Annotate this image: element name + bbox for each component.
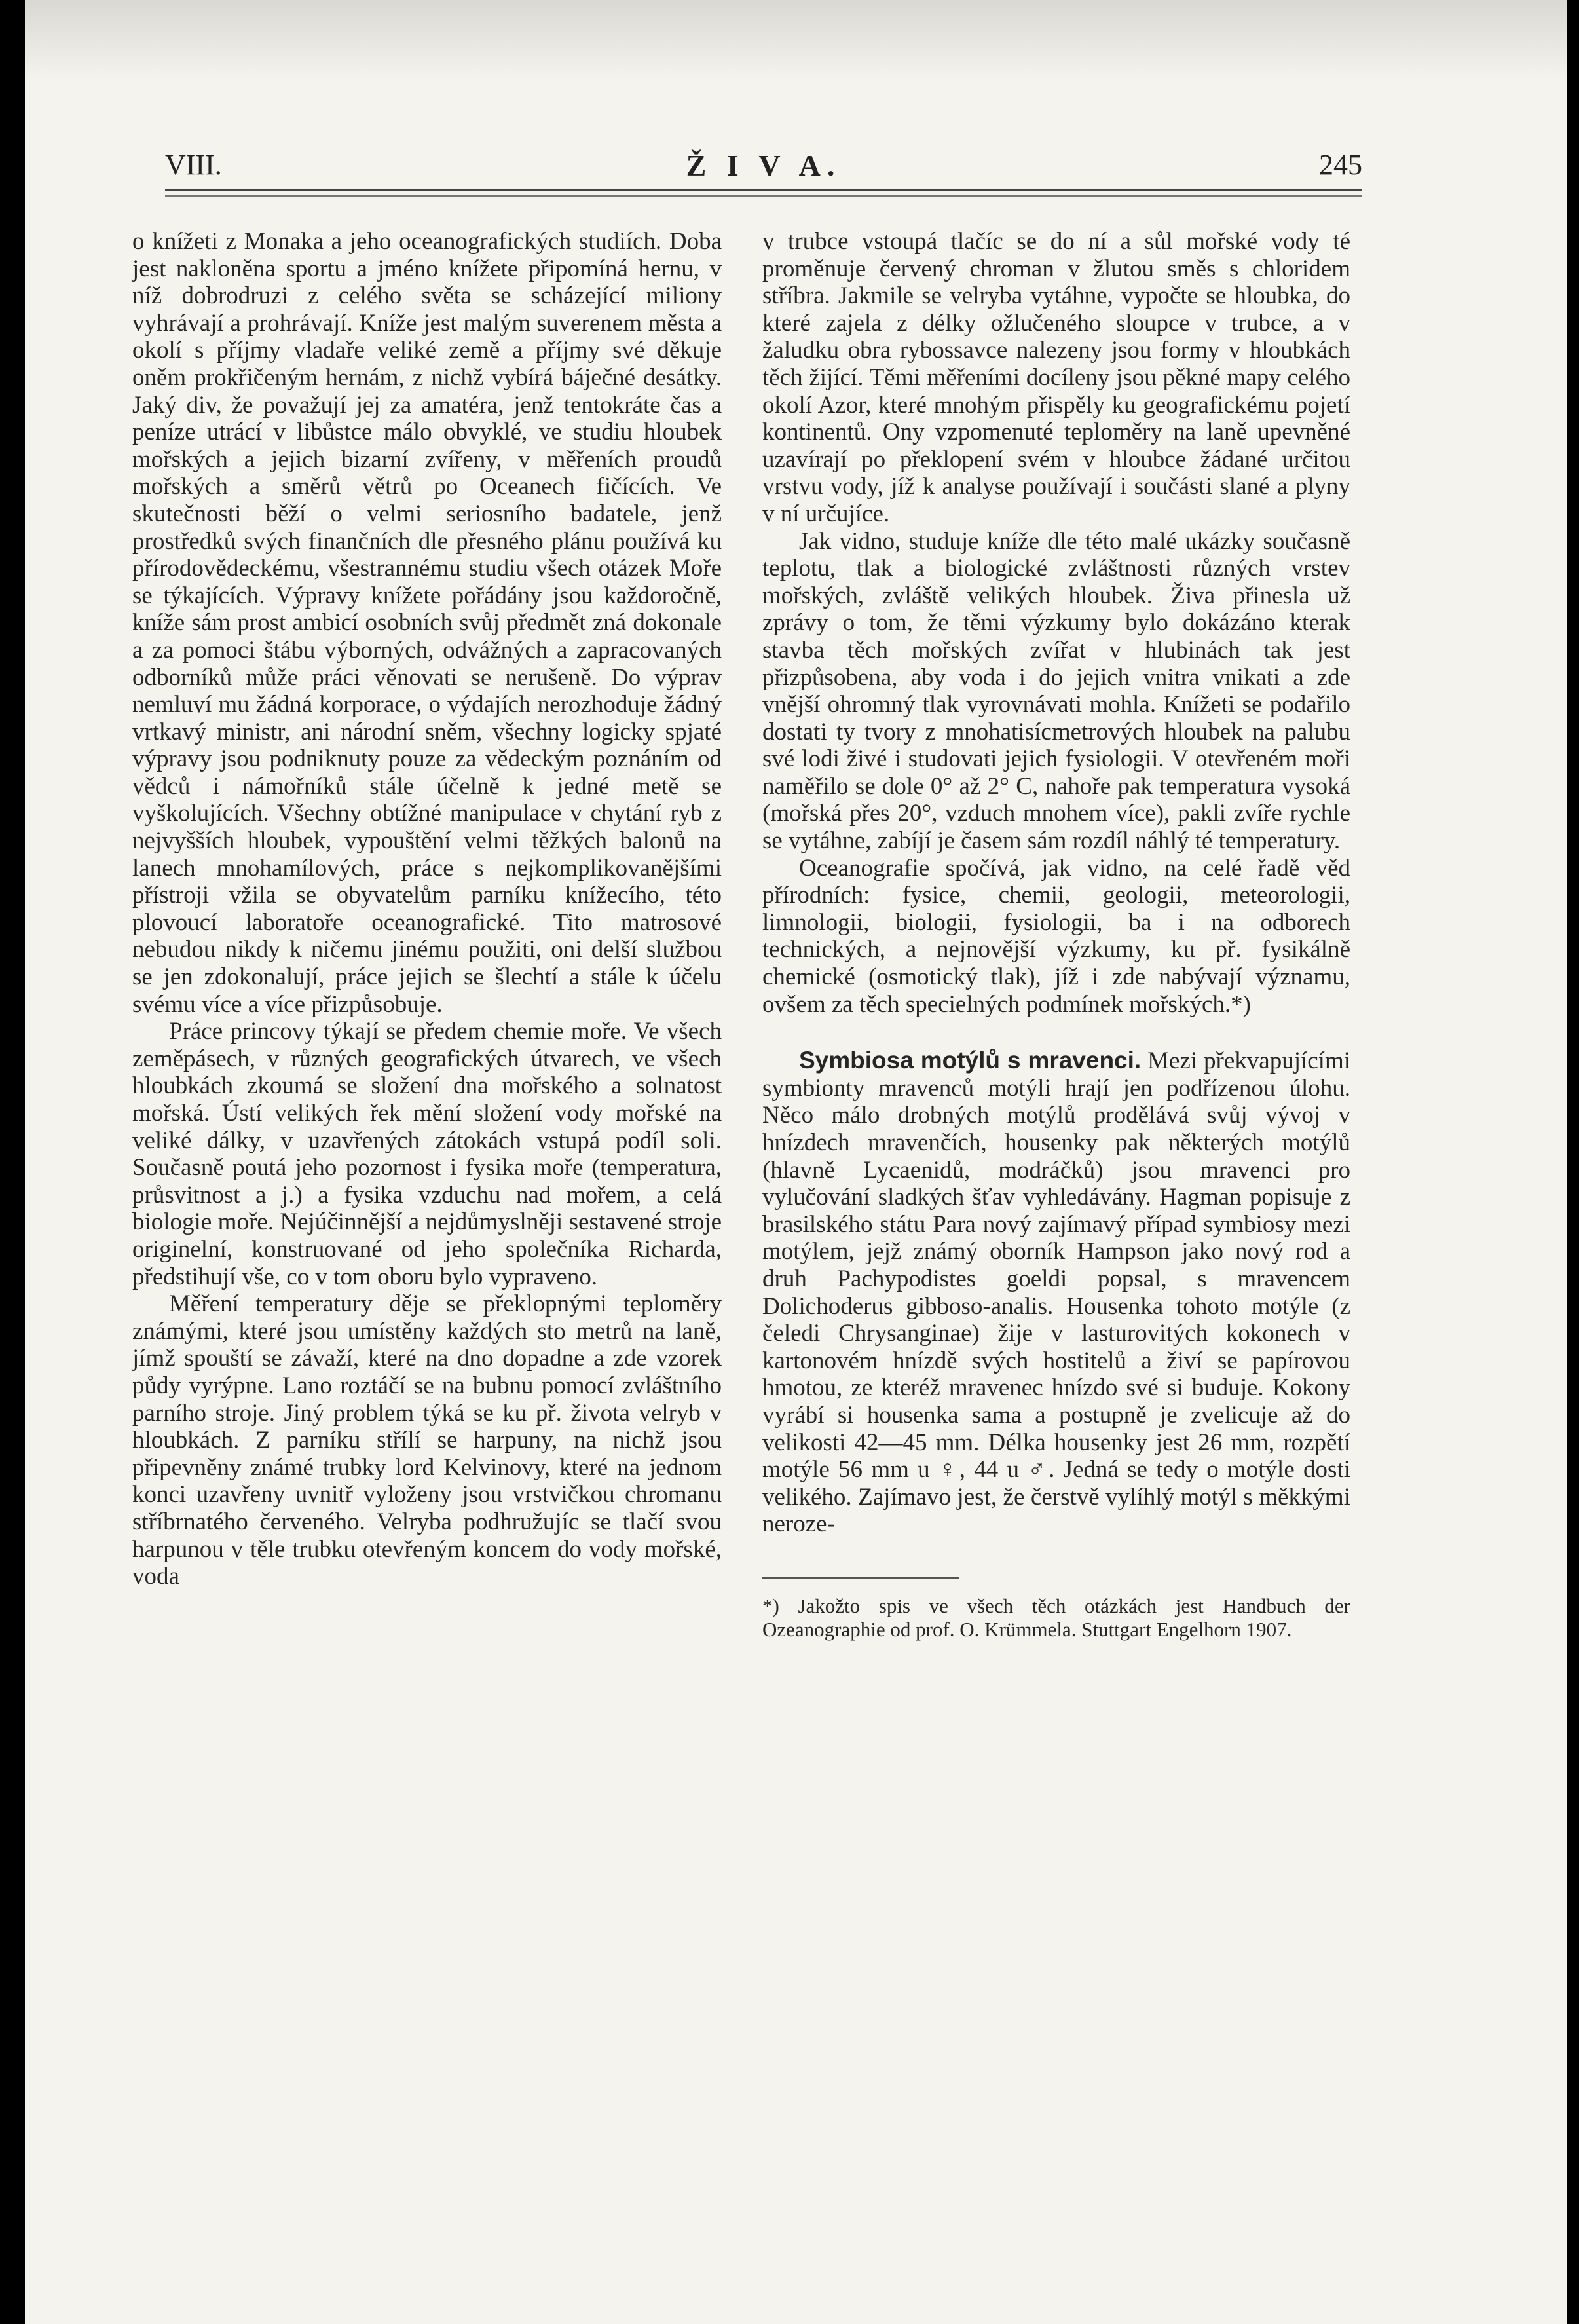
footnote: *) Jakožto spis ve všech těch otázkách jest Handbuch der Ozeanographie od prof. O. Krümmela. Stuttgart Engelhorn 1907. [762,1594,1350,1641]
section-body: Mezi překvapujícími symbionty mravenců motýli hrají jen podřízenou úlohu. Něco málo drobných motýlů prodělává svůj vývoj v hnízdech mravenčích, housenky pak některých motýlů (hlavně Lycaenidů, modráčků) jsou mravenci pro vylučování sladkých šťav vyhledávány. Hagman popisuje z brasilského státu Para nový zajímavý případ symbiosy mezi motýlem, jejž známý oborník Hampson jako nový rod a druh Pachypodistes goeldi popsal, s mravencem Dolichoderus gibboso-analis. Housenka tohoto motýle (z čeledi Chrysanginae) žije v lasturovitých kokonech v kartonovém hnízdě svých hostitelů a živí se papírovou hmotou, ze kteréž mravenec hnízdo své si buduje. Kokony vyrábí si housenka sama a postupně je zvelicuje až do velikosti 42—45 mm. Délka housenky jest 26 mm, rozpětí motýle 56 mm u ♀, 44 u ♂. Jedná se tedy o motýle dosti velikého. Zajímavo jest, že čerstvě vylíhlý motýl s měkkými neroze- [762,1047,1351,1538]
running-header [165,148,1362,187]
right-column [762,228,1350,1641]
section-gap [762,1018,1350,1047]
section-title: Symbiosa motýlů s mravenci. [799,1047,1142,1074]
paragraph: Práce princovy týkají se předem chemie moře. Ve všech zeměpásech, v různých geografických útvarech, ve všech hloubkách zkoumá se složení dna mořského a solnatost mořská. Ústí velikých řek mění složení vody mořské na veliké dálky, v uzavřených zátokách vstupá podíl soli. Současně poutá jeho pozornost i fysika moře (temperatura, průsvitnost a j.) a fysika vzduchu nad mořem, a celá biologie moře. Nejúčinnější a nejdůmyslněji sestavené stroje originelní, konstruované od jeho společníka Richarda, předstihují vše, co v tom oboru bylo vypraveno. [132,1018,722,1290]
paragraph: v trubce vstoupá tlačíc se do ní a sůl mořské vody té proměnuje červený chroman v žlutou směs s chloridem stříbra. Jakmile se velryba vytáhne, vypočte se hloubka, do které zajela z délky ožlučeného sloupce v trubce, a v žaludku obra rybossavce nalezeny jsou formy v hloubkách těch žijící. Těmi měřeními docíleny jsou pěkné mapy celého okolí Azor, které mnohým přispěly ku geografickému pojetí kontinentů. Ony vzpomenuté teploměry na laně upevněné uzavírají po překlopení svém v hloubce žádané určitou vrstvu vody, jíž k analyse používají i součásti slané a plyny v ní určujíce. [762,228,1350,527]
section-paragraph [762,1047,1350,1538]
header-rule [165,189,1362,191]
page-number: 245 [1319,149,1362,181]
paragraph: o knížeti z Monaka a jeho oceanografických studiích. Doba jest nakloněna sportu a jméno knížete připomíná hernu, v níž dobrodruzi z celého světa se scházející miliony vyhrávají a prohrávají. Kníže jest malým suverenem města a okolí s příjmy vladaře veliké země a příjmy své děkuje oněm prokřičeným hernám, z nichž vybírá báječné desátky. Jaký div, že považují jej za amatéra, jenž tentokráte čas a peníze utrácí v libůstce málo obvyklé, ve studiu hloubek mořských a jejich bizarní zvířeny, v měřeních proudů mořských a směrů větrů po Oceanech fičících. Ve skutečnosti běží o velmi seriosního badatele, jenž prostředků svých finančních dle přesného plánu používá ku přírodovědeckému, všestrannému studiu všech otázek Moře se týkajících. Výpravy knížete pořádány jsou každoročně, kníže sám prost ambicí osobních svůj předmět zná dokonale a za pomoci štábu výborných, odvážných a zapracovaných odborníků může práci věnovati se nerušeně. Do výprav nemluví mu žádná korporace, o výdajích nerozhoduje žádný vrtkavý ministr, ani národní sněm, všechny logicky spjaté výpravy jsou podniknuty pouze za vědeckým poznáním od vědců i námořníků stále účelně k jedné metě se vyškolujících. Všechny obtížné manipulace v chytání ryb z nejvyšších hloubek, vypouštění velmi těžkých balonů na lanech mnohamílových, práce s nejkomplikovanějšími přístroji vžila se obyvatelům parníku knížecího, této plovoucí laboratoře oceanografické. Tito matrosové nebudou nikdy k ničemu jinému použiti, oni delší službou se jen zdokonalují, práce jejich se šlechtí a stále k účelu svému více a více přizpůsobuje. [132,228,722,1018]
page [25,0,1567,2324]
footnote-rule [762,1577,959,1579]
paragraph: Měření temperatury děje se překlopnými teploměry známými, které jsou umístěny každých sto metrů na laně, jímž spouští se závaží, které na dno dopadne a zde vzorek půdy vyrýpne. Lano roztáčí se na bubnu pomocí zvláštního parního stroje. Jiný problem týká se ku př. života velryb v hloubkách. Z parníku střílí se harpuny, na nichž jsou připevněny známé trubky lord Kelvinovy, které na jednom konci uzavřeny uvnitř vyloženy jsou vrstvičkou chromanu stříbrnatého červeného. Velryba podhružujíc se tlačí svou harpunou v těle trubku otevřeným koncem do vody mořské, voda [132,1290,722,1590]
paragraph: Jak vidno, studuje kníže dle této malé ukázky současně teplotu, tlak a biologické zvláštnosti různých vrstev mořských, zvláště velikých hloubek. Živa přinesla už zprávy o tom, že těmi výzkumy bylo dokázáno kterak stavba těch mořských zvířat v hlubinách tak jest přizpůsobena, aby voda i do jejich vnitra vnikati a zde vnější ohromný tlak vyrovnávati mohla. Knížeti se podařilo dostati ty tvory z mnohatisícmetrových hloubek na palubu své lodi živé i studovati jejich fysiologii. V otevřeném moři naměřilo se dole 0° až 2° C, nahoře pak temperatura vysoká (mořská přes 20°, vzduch mnohem více), pakli zvíře rychle se vytáhne, zabíjí je časem sám rozdíl náhlý té temperatury. [762,527,1350,855]
scan-edge [25,0,1567,79]
paragraph: Oceanografie spočívá, jak vidno, na celé řadě věd přírodních: fysice, chemii, geologii, meteorologii, limnologii, biologii, fysiologii, ba i na odborech technických, a nejnovější výzkumy, ku př. fysikálně chemické (osmotický tlak), jíž i zde nabývají významu, ovšem za těch specielných podmínek mořských.*) [762,854,1350,1018]
volume-number: VIII. [165,149,222,181]
journal-title: Ž I V A. [686,149,842,182]
left-column [132,228,722,1590]
header-rule-thin [165,195,1362,197]
